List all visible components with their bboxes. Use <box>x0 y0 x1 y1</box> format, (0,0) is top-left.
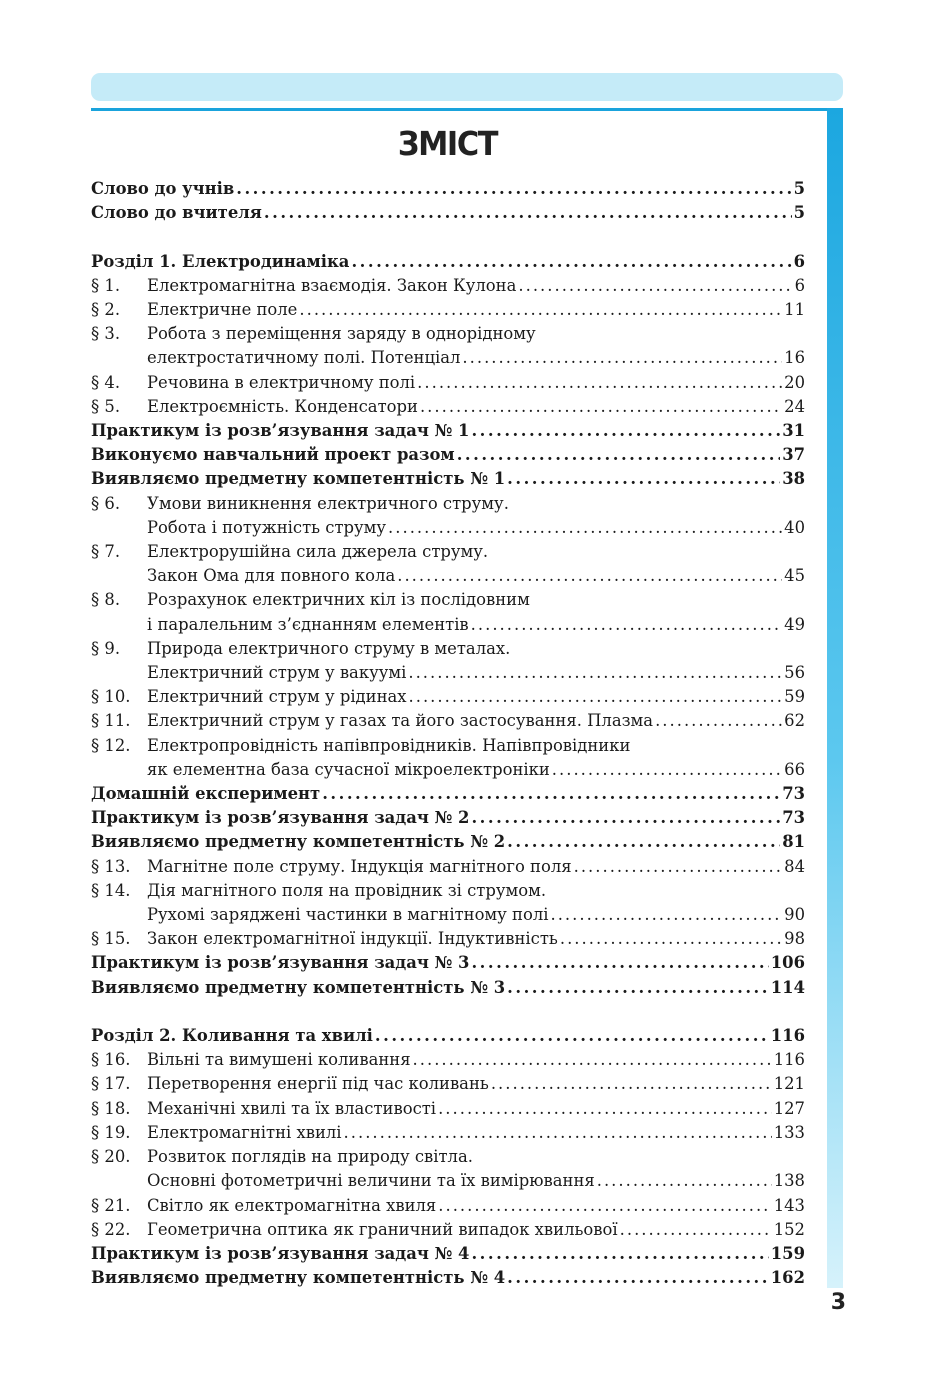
toc-entry-page: 162 <box>770 1268 805 1288</box>
side-accent-bar <box>827 108 843 1288</box>
toc-entry-title: Розвиток поглядів на природу світла. <box>147 1147 473 1167</box>
toc-entry-number: § 17. <box>91 1074 131 1094</box>
dot-leader <box>620 1218 772 1242</box>
toc-entry-page: 5 <box>793 179 805 198</box>
toc-entry-page: 5 <box>793 203 805 223</box>
toc-entry-page: 73 <box>782 784 805 804</box>
dot-leader <box>299 298 782 322</box>
toc-entry-title: Умови виникнення електричного струму. <box>147 493 509 513</box>
toc-entry-page: 56 <box>784 663 805 683</box>
dot-leader <box>560 927 782 951</box>
toc-entry-number: § 9. <box>91 638 121 658</box>
toc-entry[interactable] <box>91 467 805 491</box>
dot-leader <box>375 1024 769 1048</box>
dot-leader <box>597 1169 772 1193</box>
toc-entry-title: і паралельним з’єднанням елементів <box>147 614 469 634</box>
toc-entry[interactable] <box>91 201 805 225</box>
toc-entry-number: § 2. <box>91 300 121 319</box>
section-gap <box>91 1000 805 1024</box>
toc-entry-title: Виявляємо предметну компетентність № 4 <box>91 1268 506 1288</box>
toc-entry-page: 81 <box>782 832 805 852</box>
toc-entry-page: 11 <box>784 300 805 319</box>
toc-entry-number: § 12. <box>91 735 131 755</box>
toc-entry[interactable] <box>91 1048 805 1072</box>
toc-entry-title: Електроємність. Конденсатори <box>147 396 418 416</box>
toc-entry-title: Слово до учнів <box>91 179 235 198</box>
toc-entry[interactable] <box>91 734 805 782</box>
toc-entry[interactable] <box>91 806 805 830</box>
toc-entry-number: § 6. <box>91 493 121 513</box>
toc-entry-title: Електричний струм у вакуумі <box>147 663 407 683</box>
dot-leader <box>417 371 782 395</box>
toc-entry[interactable] <box>91 709 805 733</box>
table-of-contents <box>91 177 805 1290</box>
toc-entry-title: Електропровідність напівпровідників. Напівпровідники <box>147 735 631 755</box>
toc-entry-title: Вільні та вимушені коливання <box>147 1050 411 1070</box>
toc-entry-page: 114 <box>770 977 805 997</box>
dot-leader <box>507 467 780 491</box>
toc-entry-title: Перетворення енергії під час коливань <box>147 1074 489 1094</box>
dot-leader <box>408 661 782 685</box>
toc-entry[interactable] <box>91 588 805 636</box>
toc-entry-page: 133 <box>773 1122 805 1142</box>
header-band <box>91 73 843 101</box>
dot-leader <box>655 709 782 733</box>
dot-leader <box>438 1194 771 1218</box>
dot-leader <box>388 516 782 540</box>
dot-leader <box>420 395 782 419</box>
dot-leader <box>409 685 783 709</box>
toc-entry-page: 59 <box>784 687 805 707</box>
toc-entry-title: Виконуємо навчальний проект разом <box>91 445 455 465</box>
toc-entry-title: Виявляємо предметну компетентність № 1 <box>91 469 506 489</box>
toc-entry[interactable] <box>91 1121 805 1145</box>
toc-entry[interactable] <box>91 298 805 322</box>
toc-entry-page: 116 <box>773 1050 805 1070</box>
toc-entry[interactable] <box>91 1266 805 1290</box>
toc-entry-page: 49 <box>784 614 805 634</box>
toc-entry-page: 6 <box>794 275 805 295</box>
toc-entry-page: 31 <box>782 421 805 441</box>
toc-entry-number: § 20. <box>91 1147 131 1167</box>
dot-leader <box>471 613 782 637</box>
toc-entry-page: 6 <box>793 251 805 271</box>
dot-leader <box>552 758 782 782</box>
toc-entry-page: 45 <box>784 566 805 586</box>
dot-leader <box>550 903 782 927</box>
toc-entry-title: Практикум із розв’язування задач № 4 <box>91 1243 470 1263</box>
toc-entry-number: § 10. <box>91 687 131 707</box>
toc-entry-title: Виявляємо предметну компетентність № 3 <box>91 977 506 997</box>
page-number: 3 <box>830 1290 846 1315</box>
toc-entry[interactable] <box>91 1242 805 1266</box>
toc-entry-number: § 13. <box>91 856 131 876</box>
dot-leader <box>507 1266 769 1290</box>
toc-entry[interactable] <box>91 879 805 927</box>
toc-entry[interactable] <box>91 540 805 588</box>
toc-entry-title: Речовина в електричному полі <box>147 372 416 392</box>
dot-leader <box>471 806 780 830</box>
dot-leader <box>457 443 781 467</box>
toc-entry[interactable] <box>91 250 805 274</box>
toc-entry-title: Слово до вчителя <box>91 203 262 223</box>
toc-entry[interactable] <box>91 855 805 879</box>
toc-entry[interactable] <box>91 782 805 806</box>
toc-entry[interactable] <box>91 976 805 1000</box>
dot-leader <box>344 1121 772 1145</box>
toc-entry-title: Робота з переміщення заряду в однорідному <box>147 324 536 344</box>
toc-entry-title: як елементна база сучасної мікроелектроніки <box>147 759 550 779</box>
dot-leader <box>574 855 783 879</box>
toc-entry-page: 127 <box>773 1098 805 1118</box>
toc-entry-title: електростатичному полі. Потенціал <box>147 348 461 368</box>
toc-entry-page: 40 <box>784 517 805 537</box>
toc-entry-page: 24 <box>784 396 805 416</box>
toc-entry-title: Світло як електромагнітна хвиля <box>147 1195 437 1215</box>
dot-leader <box>507 830 780 854</box>
dot-leader <box>351 250 791 274</box>
toc-entry-page: 20 <box>784 372 805 392</box>
toc-entry[interactable] <box>91 1097 805 1121</box>
toc-entry-number: § 16. <box>91 1050 131 1070</box>
toc-entry-page: 37 <box>782 445 805 465</box>
toc-entry[interactable] <box>91 419 805 443</box>
toc-entry[interactable] <box>91 637 805 685</box>
toc-entry[interactable] <box>91 1072 805 1096</box>
toc-entry[interactable] <box>91 443 805 467</box>
toc-entry-number: § 11. <box>91 711 131 731</box>
toc-entry-title: Домашній експеримент <box>91 784 321 804</box>
toc-entry[interactable] <box>91 830 805 854</box>
header-rule <box>91 108 843 111</box>
toc-entry-title: Електрорушійна сила джерела струму. <box>147 542 489 562</box>
toc-entry-number: § 21. <box>91 1195 131 1215</box>
dot-leader <box>471 419 780 443</box>
toc-entry-number: § 14. <box>91 880 131 900</box>
toc-entry-number: § 15. <box>91 929 131 949</box>
toc-entry-title: Практикум із розв’язування задач № 1 <box>91 421 470 441</box>
toc-entry[interactable] <box>91 1194 805 1218</box>
toc-entry-number: § 1. <box>91 275 121 295</box>
toc-entry-title: Механічні хвилі та їх властивості <box>147 1098 437 1118</box>
toc-entry-title: Електричне поле <box>147 300 298 319</box>
toc-entry-title: Практикум із розв’язування задач № 3 <box>91 953 470 973</box>
toc-entry-title: Практикум із розв’язування задач № 2 <box>91 808 470 828</box>
toc-entry-page: 152 <box>773 1219 805 1239</box>
page-title: ЗМІСТ <box>397 124 498 163</box>
toc-entry-page: 106 <box>770 953 805 973</box>
dot-leader <box>471 951 768 975</box>
toc-entry-title: Рухомі заряджені частинки в магнітному полі <box>147 905 549 925</box>
toc-entry-page: 138 <box>773 1171 805 1191</box>
dot-leader <box>491 1072 772 1096</box>
toc-entry-number: § 19. <box>91 1122 131 1142</box>
toc-entry[interactable] <box>91 322 805 370</box>
toc-entry[interactable] <box>91 927 805 951</box>
toc-entry-page: 90 <box>784 905 805 925</box>
toc-entry-number: § 22. <box>91 1219 131 1239</box>
toc-entry-page: 62 <box>784 711 805 731</box>
toc-entry[interactable] <box>91 1024 805 1048</box>
dot-leader <box>462 346 782 370</box>
dot-leader <box>322 782 780 806</box>
toc-entry-title: Електричний струм у газах та його застосування. Плазма <box>147 711 654 731</box>
toc-entry-title: Дія магнітного поля на провідник зі струмом. <box>147 880 547 900</box>
toc-entry[interactable] <box>91 177 805 201</box>
toc-entry-number: § 3. <box>91 324 121 344</box>
toc-entry-number: § 8. <box>91 590 121 610</box>
toc-entry-title: Робота і потужність струму <box>147 517 387 537</box>
toc-entry-page: 16 <box>784 348 805 368</box>
toc-entry-number: § 4. <box>91 372 121 392</box>
toc-entry-title: Геометрична оптика як граничний випадок хвильової <box>147 1219 618 1239</box>
toc-entry-title: Закон електромагнітної індукції. Індуктивність <box>147 929 558 949</box>
toc-entry-page: 143 <box>773 1195 805 1215</box>
toc-entry[interactable] <box>91 492 805 540</box>
toc-entry-title: Природа електричного струму в металах. <box>147 638 511 658</box>
toc-entry-title: Виявляємо предметну компетентність № 2 <box>91 832 506 852</box>
toc-entry-page: 84 <box>784 856 805 876</box>
dot-leader <box>438 1097 772 1121</box>
dot-leader <box>518 274 792 298</box>
toc-entry-title: Електромагнітні хвилі <box>147 1122 342 1142</box>
toc-entry[interactable] <box>91 395 805 419</box>
section-gap <box>91 225 805 249</box>
toc-entry-title: Розділ 1. Електродинаміка <box>91 251 350 271</box>
toc-entry-title: Основні фотометричні величини та їх вимірювання <box>147 1171 595 1191</box>
toc-entry-page: 159 <box>770 1243 805 1263</box>
toc-entry-page: 38 <box>782 469 805 489</box>
toc-entry-number: § 18. <box>91 1098 131 1118</box>
toc-entry-title: Магнітне поле струму. Індукція магнітного поля <box>147 856 572 876</box>
toc-entry-title: Розрахунок електричних кіл із послідовним <box>147 590 530 610</box>
toc-entry[interactable] <box>91 371 805 395</box>
toc-entry[interactable] <box>91 1218 805 1242</box>
toc-entry[interactable] <box>91 951 805 975</box>
dot-leader <box>264 201 792 225</box>
toc-entry[interactable] <box>91 274 805 298</box>
toc-entry-page: 121 <box>773 1074 805 1094</box>
toc-entry-page: 66 <box>784 759 805 779</box>
toc-entry-number: § 7. <box>91 542 121 562</box>
dot-leader <box>507 976 769 1000</box>
dot-leader <box>236 177 791 201</box>
toc-entry-title: Закон Ома для повного кола <box>147 566 396 586</box>
toc-entry-title: Електромагнітна взаємодія. Закон Кулона <box>147 275 517 295</box>
toc-entry[interactable] <box>91 1145 805 1193</box>
toc-entry-page: 116 <box>770 1026 805 1046</box>
toc-entry-number: § 5. <box>91 396 121 416</box>
toc-entry-title: Розділ 2. Коливання та хвилі <box>91 1026 373 1046</box>
dot-leader <box>413 1048 772 1072</box>
toc-entry-title: Електричний струм у рідинах <box>147 687 407 707</box>
dot-leader <box>471 1242 768 1266</box>
toc-entry-page: 98 <box>784 929 805 949</box>
toc-entry[interactable] <box>91 685 805 709</box>
dot-leader <box>397 564 782 588</box>
toc-entry-page: 73 <box>782 808 805 828</box>
